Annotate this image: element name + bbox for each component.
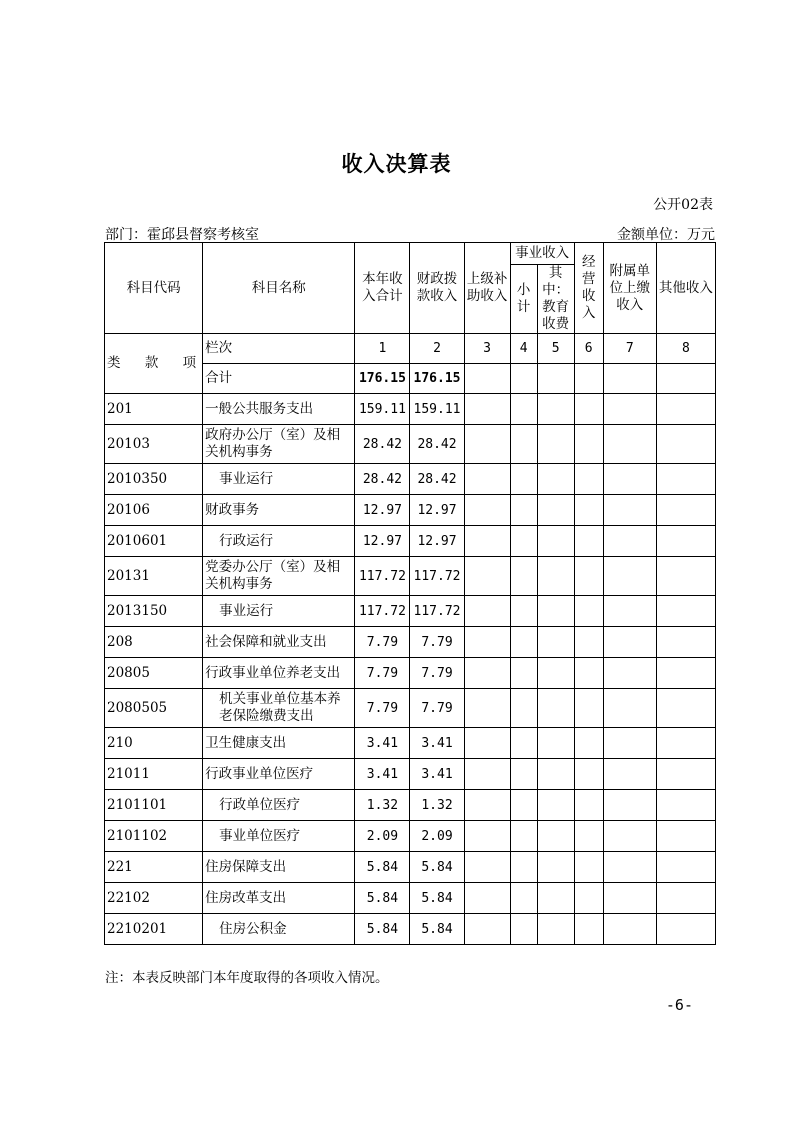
row-code: 22102 <box>105 883 203 914</box>
row-total: 3.41 <box>355 728 410 759</box>
row-total: 5.84 <box>355 852 410 883</box>
row-fiscal: 3.41 <box>410 759 464 790</box>
row-total: 12.97 <box>355 526 410 557</box>
xiang-label: 项 <box>182 355 197 371</box>
row-fiscal: 1.32 <box>410 790 464 821</box>
row-code: 21011 <box>105 759 203 790</box>
empty-cell <box>537 852 574 883</box>
empty-cell <box>574 914 603 945</box>
empty-cell <box>537 627 574 658</box>
table-row <box>105 464 716 495</box>
amount-unit-label: 金额单位：万元 <box>617 227 715 243</box>
row-total: 5.84 <box>355 914 410 945</box>
empty-cell <box>603 728 656 759</box>
col-num: 5 <box>537 334 574 364</box>
empty-cell <box>574 790 603 821</box>
table-row <box>105 728 716 759</box>
empty-cell <box>537 689 574 728</box>
row-code: 20131 <box>105 557 203 596</box>
empty-cell <box>537 425 574 464</box>
empty-cell <box>464 627 510 658</box>
row-fiscal: 7.79 <box>410 658 464 689</box>
empty-cell <box>464 821 510 852</box>
column-number-label: 栏次 <box>203 334 355 364</box>
empty-cell <box>510 495 537 526</box>
empty-cell <box>656 425 715 464</box>
empty-cell <box>574 821 603 852</box>
empty-cell <box>603 689 656 728</box>
empty-cell <box>656 689 715 728</box>
row-code: 210 <box>105 728 203 759</box>
page-title: 收入决算表 <box>341 152 452 176</box>
empty-cell <box>656 790 715 821</box>
header-name: 科目名称 <box>203 243 355 334</box>
empty-cell <box>603 914 656 945</box>
header-fiscal: 财政拨款收入 <box>410 243 464 334</box>
empty-cell <box>510 425 537 464</box>
empty-cell <box>510 596 537 627</box>
table-row <box>105 627 716 658</box>
row-name: 住房保障支出 <box>203 852 355 883</box>
row-fiscal: 12.97 <box>410 526 464 557</box>
empty-cell <box>574 425 603 464</box>
row-code: 2101102 <box>105 821 203 852</box>
total-fiscal-value: 176.15 <box>410 364 464 394</box>
table-row <box>105 790 716 821</box>
col-num: 4 <box>510 334 537 364</box>
table-row <box>105 883 716 914</box>
row-name: 事业单位医疗 <box>203 821 355 852</box>
empty-cell <box>656 658 715 689</box>
row-fiscal: 5.84 <box>410 852 464 883</box>
table-row <box>105 914 716 945</box>
empty-cell <box>510 394 537 425</box>
row-fiscal: 117.72 <box>410 557 464 596</box>
empty-cell <box>574 759 603 790</box>
empty-cell <box>464 658 510 689</box>
row-total: 7.79 <box>355 689 410 728</box>
empty-cell <box>603 425 656 464</box>
row-name: 行政事业单位养老支出 <box>203 658 355 689</box>
table-row <box>105 425 716 464</box>
empty-cell <box>574 464 603 495</box>
row-name: 事业运行 <box>203 596 355 627</box>
row-code: 2010350 <box>105 464 203 495</box>
row-total: 7.79 <box>355 658 410 689</box>
row-total: 28.42 <box>355 464 410 495</box>
empty-cell <box>656 914 715 945</box>
empty-cell <box>603 883 656 914</box>
row-name: 行政事业单位医疗 <box>203 759 355 790</box>
empty-cell <box>656 821 715 852</box>
row-code: 2210201 <box>105 914 203 945</box>
empty-cell <box>537 728 574 759</box>
column-number-row <box>105 334 716 364</box>
empty-cell <box>510 728 537 759</box>
empty-cell <box>510 557 537 596</box>
row-name: 党委办公厅（室）及相关机构事务 <box>203 557 355 596</box>
empty-cell <box>537 914 574 945</box>
header-affiliated: 附属单位上缴收入 <box>603 243 656 334</box>
table-row <box>105 557 716 596</box>
lei-label: 类 <box>107 355 121 371</box>
col-num: 3 <box>464 334 510 364</box>
row-name: 一般公共服务支出 <box>203 394 355 425</box>
row-name: 行政运行 <box>203 526 355 557</box>
table-row <box>105 852 716 883</box>
header-row-1 <box>105 243 716 265</box>
footnote: 注：本表反映部门本年度取得的各项收入情况。 <box>105 970 389 986</box>
row-name: 事业运行 <box>203 464 355 495</box>
row-code: 208 <box>105 627 203 658</box>
empty-cell <box>464 914 510 945</box>
row-fiscal: 117.72 <box>410 596 464 627</box>
row-total: 5.84 <box>355 883 410 914</box>
header-other: 其他收入 <box>656 243 715 334</box>
row-fiscal: 159.11 <box>410 394 464 425</box>
empty-cell <box>464 394 510 425</box>
table-row <box>105 689 716 728</box>
row-name: 住房公积金 <box>203 914 355 945</box>
empty-cell <box>510 790 537 821</box>
row-total: 7.79 <box>355 627 410 658</box>
total-label: 合计 <box>203 364 355 394</box>
empty-cell <box>574 689 603 728</box>
empty-cell <box>574 557 603 596</box>
header-operating: 经营收入 <box>574 243 603 334</box>
row-fiscal: 3.41 <box>410 728 464 759</box>
header-business: 事业收入 <box>510 243 574 265</box>
table-row <box>105 821 716 852</box>
row-total: 28.42 <box>355 425 410 464</box>
row-code: 2013150 <box>105 596 203 627</box>
total-value: 176.15 <box>355 364 410 394</box>
empty-cell <box>603 790 656 821</box>
empty-cell <box>464 790 510 821</box>
empty-cell <box>574 627 603 658</box>
empty-cell <box>464 557 510 596</box>
col-num: 1 <box>355 334 410 364</box>
row-fiscal: 2.09 <box>410 821 464 852</box>
header-total: 本年收入合计 <box>355 243 410 334</box>
empty-cell <box>603 596 656 627</box>
empty-cell <box>656 557 715 596</box>
empty-cell <box>603 852 656 883</box>
col-num: 2 <box>410 334 464 364</box>
empty-cell <box>537 495 574 526</box>
row-total: 12.97 <box>355 495 410 526</box>
header-superior: 上级补助收入 <box>464 243 510 334</box>
empty-cell <box>656 759 715 790</box>
table-row <box>105 495 716 526</box>
empty-cell <box>464 689 510 728</box>
row-code: 2080505 <box>105 689 203 728</box>
empty-cell <box>656 627 715 658</box>
empty-cell <box>656 596 715 627</box>
empty-cell <box>464 464 510 495</box>
empty-cell <box>574 495 603 526</box>
empty-cell <box>510 526 537 557</box>
empty-cell <box>574 526 603 557</box>
empty-cell <box>603 821 656 852</box>
empty-cell <box>537 790 574 821</box>
header-education: 其中：教育收费 <box>537 265 574 334</box>
row-name: 政府办公厅（室）及相关机构事务 <box>203 425 355 464</box>
header-subtotal: 小计 <box>510 265 537 334</box>
row-fiscal: 7.79 <box>410 627 464 658</box>
empty-cell <box>656 883 715 914</box>
empty-cell <box>464 759 510 790</box>
empty-cell <box>537 557 574 596</box>
row-fiscal: 5.84 <box>410 883 464 914</box>
empty-cell <box>603 627 656 658</box>
empty-cell <box>537 821 574 852</box>
row-fiscal: 28.42 <box>410 464 464 495</box>
empty-cell <box>464 883 510 914</box>
empty-cell <box>603 394 656 425</box>
empty-cell <box>603 526 656 557</box>
empty-cell <box>574 658 603 689</box>
empty-cell <box>574 596 603 627</box>
row-total: 117.72 <box>355 596 410 627</box>
row-code: 2101101 <box>105 790 203 821</box>
row-total: 159.11 <box>355 394 410 425</box>
empty-cell <box>464 425 510 464</box>
empty-cell <box>464 495 510 526</box>
empty-cell <box>574 728 603 759</box>
empty-cell <box>537 394 574 425</box>
row-name: 机关事业单位基本养老保险缴费支出 <box>203 689 355 728</box>
row-total: 117.72 <box>355 557 410 596</box>
empty-cell <box>464 852 510 883</box>
empty-cell <box>510 464 537 495</box>
empty-cell <box>510 689 537 728</box>
department-label: 部门：霍邱县督察考核室 <box>105 227 259 243</box>
table-row <box>105 394 716 425</box>
empty-cell <box>656 464 715 495</box>
empty-cell <box>537 658 574 689</box>
row-fiscal: 7.79 <box>410 689 464 728</box>
empty-cell <box>656 394 715 425</box>
empty-cell <box>574 852 603 883</box>
row-code: 201 <box>105 394 203 425</box>
row-name: 社会保障和就业支出 <box>203 627 355 658</box>
row-fiscal: 28.42 <box>410 425 464 464</box>
table-row <box>105 526 716 557</box>
empty-cell <box>656 526 715 557</box>
kuan-label: 款 <box>144 355 159 371</box>
row-name: 卫生健康支出 <box>203 728 355 759</box>
empty-cell <box>603 557 656 596</box>
row-total: 3.41 <box>355 759 410 790</box>
empty-cell <box>537 464 574 495</box>
empty-cell <box>464 526 510 557</box>
empty-cell <box>537 759 574 790</box>
empty-cell <box>656 495 715 526</box>
empty-cell <box>537 883 574 914</box>
empty-cell <box>537 526 574 557</box>
row-name: 行政单位医疗 <box>203 790 355 821</box>
header-code: 科目代码 <box>105 243 203 334</box>
table-row <box>105 759 716 790</box>
col-num: 7 <box>603 334 656 364</box>
empty-cell <box>603 658 656 689</box>
row-code: 221 <box>105 852 203 883</box>
empty-cell <box>574 883 603 914</box>
row-fiscal: 5.84 <box>410 914 464 945</box>
row-name: 住房改革支出 <box>203 883 355 914</box>
page-number: -6- <box>665 996 693 1014</box>
empty-cell <box>510 883 537 914</box>
empty-cell <box>510 914 537 945</box>
table-row <box>105 658 716 689</box>
row-code: 2010601 <box>105 526 203 557</box>
income-table <box>104 242 716 945</box>
row-code: 20106 <box>105 495 203 526</box>
row-code: 20805 <box>105 658 203 689</box>
col-num: 8 <box>656 334 715 364</box>
empty-cell <box>464 728 510 759</box>
empty-cell <box>603 464 656 495</box>
empty-cell <box>510 759 537 790</box>
empty-cell <box>603 495 656 526</box>
form-number: 公开02表 <box>653 197 713 213</box>
empty-cell <box>510 627 537 658</box>
empty-cell <box>464 596 510 627</box>
empty-cell <box>537 596 574 627</box>
empty-cell <box>603 759 656 790</box>
row-total: 2.09 <box>355 821 410 852</box>
row-name: 财政事务 <box>203 495 355 526</box>
empty-cell <box>510 821 537 852</box>
col-num: 6 <box>574 334 603 364</box>
lei-kuan-xiang <box>105 334 203 394</box>
row-code: 20103 <box>105 425 203 464</box>
empty-cell <box>574 394 603 425</box>
empty-cell <box>656 728 715 759</box>
row-fiscal: 12.97 <box>410 495 464 526</box>
row-total: 1.32 <box>355 790 410 821</box>
table-row <box>105 596 716 627</box>
empty-cell <box>656 852 715 883</box>
empty-cell <box>510 658 537 689</box>
empty-cell <box>510 852 537 883</box>
